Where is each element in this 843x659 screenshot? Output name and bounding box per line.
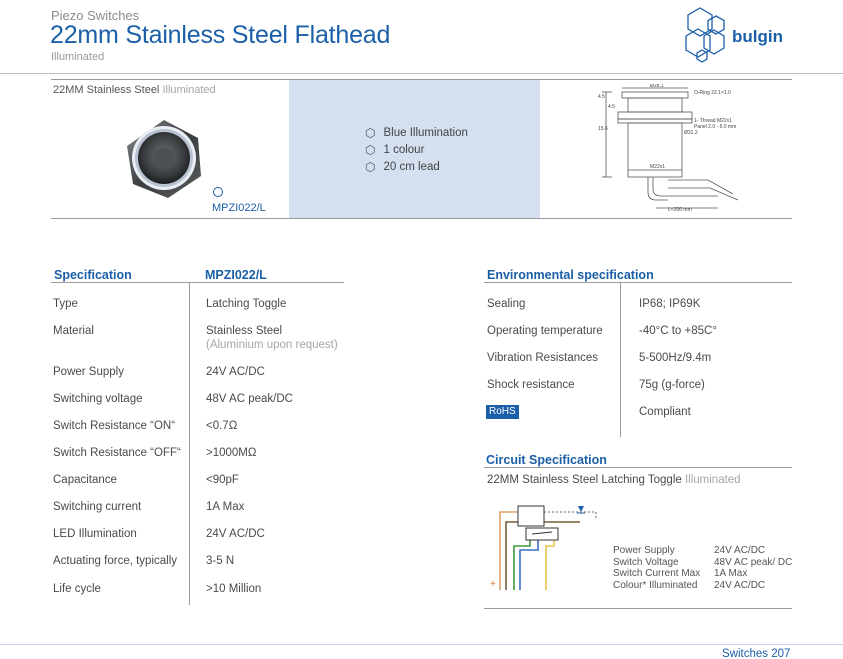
spec-value: Stainless Steel bbox=[206, 325, 283, 337]
product-caption bbox=[53, 84, 216, 96]
env-value: -40°C to +85C° bbox=[639, 325, 717, 337]
switch-image bbox=[123, 118, 205, 200]
dim-lead: L=200 mm bbox=[668, 207, 692, 213]
env-label: Sealing bbox=[487, 298, 526, 310]
wiring-diagram bbox=[486, 496, 606, 592]
spec-value: 48V AC peak/DC bbox=[206, 393, 293, 405]
dim-left-2: 15.6 bbox=[598, 126, 608, 132]
env-label: Vibration Resistances bbox=[487, 352, 599, 364]
dimension-drawing bbox=[598, 84, 790, 214]
spec-value: 3-5 N bbox=[206, 555, 235, 567]
footer-page-number: 207 bbox=[771, 648, 791, 659]
circuit-label: Power Supply bbox=[613, 545, 675, 556]
spec-label: Material bbox=[53, 325, 94, 337]
bulgin-logo bbox=[680, 6, 790, 66]
spec-value: 24V AC/DC bbox=[206, 528, 265, 540]
circuit-diagram bbox=[486, 496, 606, 592]
spec-label: Switching current bbox=[53, 501, 142, 513]
spec-label: Life cycle bbox=[53, 583, 101, 595]
circuit-label: Colour* Illuminated bbox=[613, 579, 698, 591]
env-column-divider bbox=[620, 283, 621, 437]
dim-top: Ø28.1 bbox=[650, 84, 664, 89]
feature-list bbox=[365, 124, 468, 175]
footer-section: Switches bbox=[722, 648, 769, 659]
spec-note: (Aluminium upon request) bbox=[206, 339, 338, 351]
feature-label: 20 cm lead bbox=[383, 160, 440, 173]
dim-mid: M22x1 bbox=[650, 164, 666, 170]
circuit-value: 24V AC/DC bbox=[714, 579, 766, 591]
circuit-label: Switch Current Max bbox=[613, 568, 701, 579]
spec-label: LED Illumination bbox=[53, 528, 137, 540]
circuit-caption-main: 22MM Stainless Steel Latching Toggle bbox=[487, 474, 682, 486]
circuit-labels bbox=[613, 545, 700, 591]
circuit-value: 24V AC/DC bbox=[714, 545, 766, 556]
series-label: Piezo Switches bbox=[51, 8, 140, 23]
dim-left-1: 4.5 bbox=[598, 94, 605, 100]
spec-label: Capacitance bbox=[53, 474, 117, 486]
product-bottom-rule bbox=[51, 218, 792, 219]
dim-ring: O-Ring 22.1×1.0 bbox=[694, 90, 731, 96]
page-title: 22mm Stainless Steel Flathead bbox=[50, 21, 391, 49]
spec-value: >1000MΩ bbox=[206, 447, 257, 459]
hexagon-bullet-icon: ⬡ bbox=[365, 159, 376, 174]
page-subtitle: Illuminated bbox=[51, 51, 105, 63]
spec-value: 24V AC/DC bbox=[206, 366, 265, 378]
feature-label: Blue Illumination bbox=[383, 126, 468, 139]
product-part-number: MPZI022/L bbox=[212, 202, 266, 214]
feature-label: 1 colour bbox=[383, 143, 425, 156]
spec-value: >10 Million bbox=[206, 583, 262, 595]
hexagon-bullet-icon: ⬡ bbox=[365, 125, 376, 140]
spec-value: 1A Max bbox=[206, 501, 245, 513]
spec-label: Switch Resistance “OFF“ bbox=[53, 447, 181, 459]
env-heading-rule bbox=[484, 282, 792, 283]
circuit-caption bbox=[487, 474, 741, 486]
spec-value: <0.7Ω bbox=[206, 420, 238, 432]
spec-label: Switching voltage bbox=[53, 393, 143, 405]
circuit-label: Switch Voltage bbox=[613, 556, 679, 568]
spec-heading: Specification bbox=[54, 268, 132, 282]
feature-item bbox=[365, 158, 468, 175]
env-value: 75g (g-force) bbox=[639, 379, 705, 391]
spec-label: Actuating force, typically bbox=[53, 555, 178, 567]
env-value: IP68; IP69K bbox=[639, 298, 701, 310]
env-heading: Environmental specification bbox=[487, 268, 654, 282]
circuit-value: 1A Max bbox=[714, 568, 748, 579]
dim-thread: 1- Thread M22x1 bbox=[694, 118, 732, 124]
circuit-value: 48V AC peak/ DC bbox=[714, 556, 793, 568]
spec-label: Type bbox=[53, 298, 78, 310]
illumination-indicator-icon bbox=[213, 187, 223, 197]
hexagon-bullet-icon: ⬡ bbox=[365, 142, 376, 157]
product-photo bbox=[123, 118, 205, 200]
dim-body: Ø31.2 bbox=[684, 130, 698, 136]
circuit-heading: Circuit Specification bbox=[486, 453, 607, 467]
spec-label: Switch Resistance “ON“ bbox=[53, 420, 176, 432]
env-label: Shock resistance bbox=[487, 379, 575, 391]
spec-heading-rule bbox=[51, 282, 344, 283]
product-caption-main: 22MM Stainless Steel bbox=[53, 84, 160, 96]
spec-label: Power Supply bbox=[53, 366, 124, 378]
dim-left-3: 4.5 bbox=[608, 104, 615, 110]
circuit-caption-accent: Illuminated bbox=[684, 474, 741, 486]
plus-terminal-label: + bbox=[490, 579, 496, 590]
footer-divider bbox=[0, 644, 843, 645]
circuit-heading-rule bbox=[484, 467, 792, 468]
spec-heading-part: MPZI022/L bbox=[205, 268, 267, 282]
env-label: Operating temperature bbox=[487, 325, 603, 337]
brand-name: bulgin bbox=[732, 27, 783, 46]
footer-label bbox=[722, 648, 790, 659]
circuit-values bbox=[714, 545, 792, 591]
header-divider bbox=[0, 73, 843, 74]
technical-drawing bbox=[598, 84, 790, 214]
feature-item bbox=[365, 124, 468, 141]
env-value: 5-500Hz/9.4m bbox=[639, 352, 712, 364]
circuit-bottom-rule bbox=[484, 608, 792, 609]
spec-value: <90pF bbox=[206, 474, 239, 486]
env-value: Compliant bbox=[639, 406, 691, 418]
feature-item bbox=[365, 141, 468, 158]
spec-column-divider bbox=[189, 283, 190, 605]
rohs-badge: RoHS bbox=[486, 405, 519, 419]
dim-panel: Panel 2.0 - 6.0 mm bbox=[694, 124, 737, 130]
spec-value: Latching Toggle bbox=[206, 298, 287, 310]
product-caption-accent: Illuminated bbox=[162, 84, 216, 96]
